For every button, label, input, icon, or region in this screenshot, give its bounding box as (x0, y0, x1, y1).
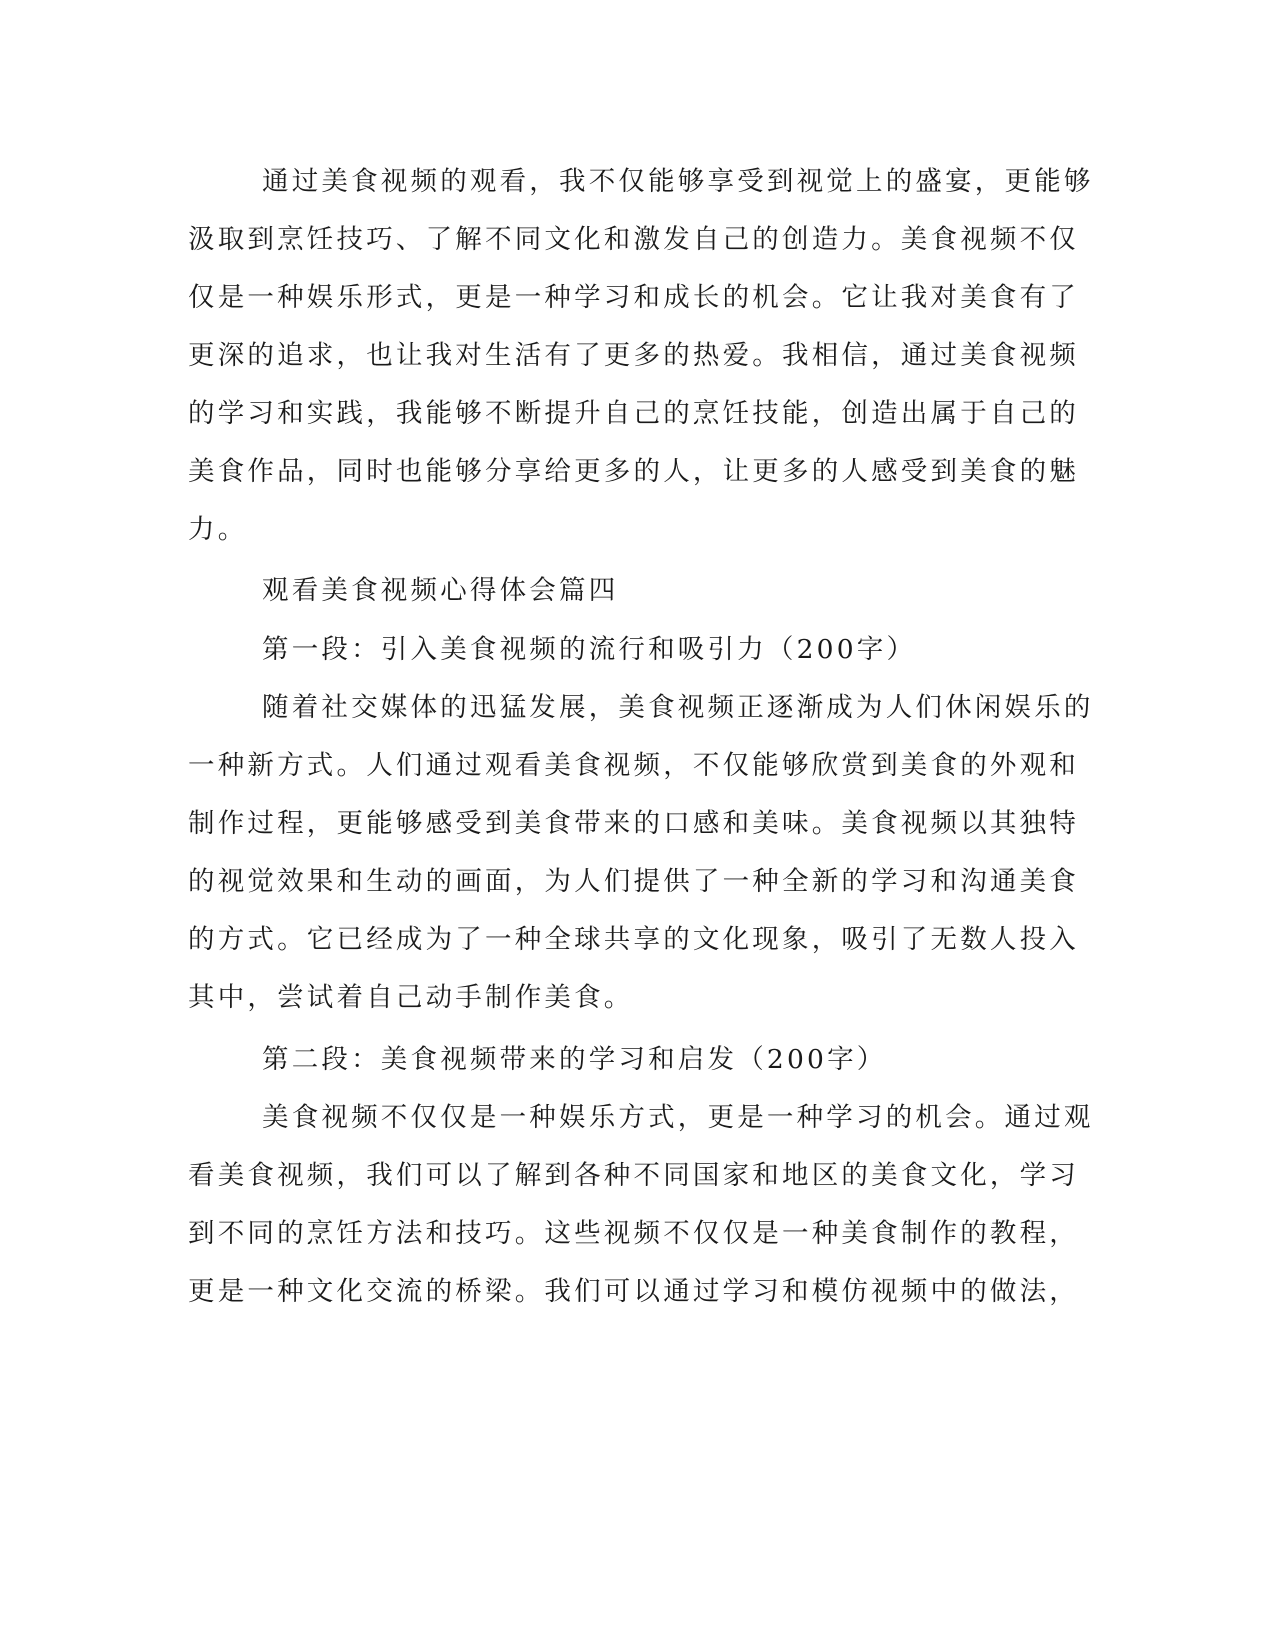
paragraph-line: 制作过程，更能够感受到美食带来的口感和美味。美食视频以其独特 (188, 808, 1079, 839)
section-heading: 观看美食视频心得体会篇四 (262, 575, 619, 606)
paragraph-line: 美食作品，同时也能够分享给更多的人，让更多的人感受到美食的魅 (188, 456, 1079, 487)
paragraph-line: 通过美食视频的观看，我不仅能够享受到视觉上的盛宴，更能够 (262, 166, 1094, 197)
paragraph-line: 的学习和实践，我能够不断提升自己的烹饪技能，创造出属于自己的 (188, 398, 1079, 429)
paragraph-line: 随着社交媒体的迅猛发展，美食视频正逐渐成为人们休闲娱乐的 (262, 692, 1094, 723)
paragraph-line: 其中，尝试着自己动手制作美食。 (188, 982, 634, 1013)
paragraph-line: 到不同的烹饪方法和技巧。这些视频不仅仅是一种美食制作的教程， (188, 1218, 1079, 1249)
paragraph-line: 更深的追求，也让我对生活有了更多的热爱。我相信，通过美食视频 (188, 340, 1079, 371)
paragraph-line: 一种新方式。人们通过观看美食视频，不仅能够欣赏到美食的外观和 (188, 750, 1079, 781)
paragraph-line: 美食视频不仅仅是一种娱乐方式，更是一种学习的机会。通过观 (262, 1102, 1094, 1133)
section-heading: 第二段：美食视频带来的学习和启发（200字） (262, 1044, 887, 1075)
paragraph-line: 仅是一种娱乐形式，更是一种学习和成长的机会。它让我对美食有了 (188, 282, 1079, 313)
paragraph-line: 更是一种文化交流的桥梁。我们可以通过学习和模仿视频中的做法， (188, 1276, 1079, 1307)
paragraph-line: 的视觉效果和生动的画面，为人们提供了一种全新的学习和沟通美食 (188, 866, 1079, 897)
paragraph-line: 汲取到烹饪技巧、了解不同文化和激发自己的创造力。美食视频不仅 (188, 224, 1079, 255)
paragraph-line: 的方式。它已经成为了一种全球共享的文化现象，吸引了无数人投入 (188, 924, 1079, 955)
section-heading: 第一段：引入美食视频的流行和吸引力（200字） (262, 634, 917, 665)
paragraph-line: 力。 (188, 514, 248, 545)
paragraph-line: 看美食视频，我们可以了解到各种不同国家和地区的美食文化，学习 (188, 1160, 1079, 1191)
